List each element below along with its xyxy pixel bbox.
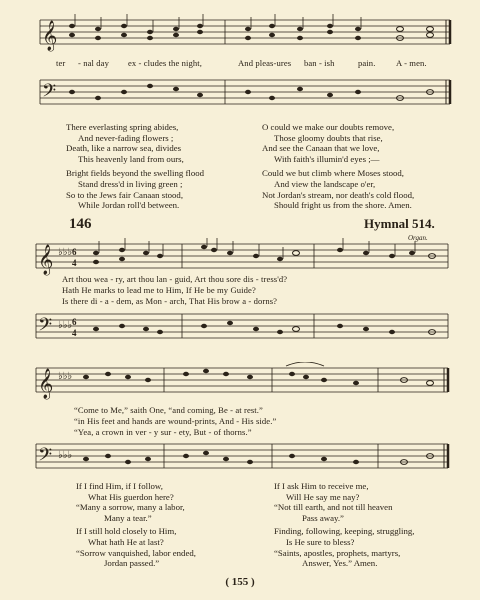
bottom-verses-left: If I find Him, if I follow, What His guerdon here? “Many a sorrow, many a labor, Many a tear.” If I still hold closely to Him, What hath He at last? “Sorrow vanquished, labor ended, Jordan passed.” bbox=[76, 481, 196, 569]
top-verses-left: There everlasting spring abides, And never-fading flowers ; Death, like a narrow sea, divides This heavenly land from ours, Bright fields beyond the swelling flood Stand dress'd in living green ; So to the Jews fair Canaan stood, While Jordan roll'd between. bbox=[66, 122, 205, 211]
system2-lyrics-verse1: “Come to Me,” saith One, “and coming, Be - at rest.” bbox=[74, 405, 263, 415]
svg-text:4: 4 bbox=[72, 328, 77, 338]
system1-lyrics-verse2: Hath He marks to lead me to Him, If He be my Guide? bbox=[62, 285, 256, 295]
top-bass-staff bbox=[0, 74, 480, 114]
system2-treble-staff bbox=[0, 362, 480, 402]
svg-text:𝄢: 𝄢 bbox=[38, 314, 53, 339]
svg-text:♭♭♭: ♭♭♭ bbox=[58, 371, 73, 382]
page-number: ( 155 ) bbox=[225, 576, 255, 588]
system2-lyrics-verse2: “in His feet and hands are wound-prints, And - His side.” bbox=[74, 416, 277, 426]
bottom-verses-right: If I ask Him to receive me, Will He say me nay? “Not till earth, and not till heaven Pass away.” Finding, following, keeping, struggling, Is He sure to bless? “Saints, apostles, prophets, martyrs, Answer, Yes.” Amen. bbox=[274, 481, 415, 569]
system1-lyrics-verse1: Art thou wea - ry, art thou lan - guid, Art thou sore dis - tress'd? bbox=[62, 274, 288, 284]
svg-text:𝄢: 𝄢 bbox=[38, 444, 53, 469]
svg-text:𝄢: 𝄢 bbox=[42, 80, 57, 105]
svg-text:𝄞: 𝄞 bbox=[38, 245, 54, 274]
top-treble-staff bbox=[0, 14, 480, 58]
svg-text:6: 6 bbox=[72, 247, 77, 257]
hymnal-page: 𝄞 ter - nal day ex - cludes the night, And pleas-ures ban - ish pain. A - men. 𝄢 There everlasting spring abides, And never-fading flowers ; Death, like a narrow sea, divides This heavenly land from ours, Bright fields beyond the swelling flood Stand dress'd in living green ; So to the Jews fair Canaan stood, While Jordan roll'd between. O could we make our doubts remove, Those gloomy doubts that rise, And see the Canaan that we love, With faith's illumin'd eyes ;— Could we but climb where Moses stood, And view the landscape o'er, Not Jordan's stream, nor death's cold flood, Should fright us from the shore. Amen. 146 Hymnal 514. Organ. 𝄞 ♭♭♭ 6 4 Art thou wea - ry, art thou lan - guid, Art thou sore dis - tress'd? Hath He marks to lead me to Him, If He be my Guide? Is there di - a - dem, as Mon - arch, That His brow a - dorns? 𝄢 ♭♭♭ 6 4 𝄞 ♭♭♭ “Come to Me,” saith One, “and coming, Be - at rest.” “in His feet and hands are wound-prints, And - His side.” “Yea, a crown in ver - y sur - ety, But - of thorns.” 𝄢 ♭♭♭ If I find Him, if I follow, What His guerdon here? “Many a sorrow, many a labor, Many a tear.” If I still hold closely to Him, What hath He at last? “Sorrow vanquished, labor ended, Jordan passed.” If I ask Him to receive me, Will He say me nay? “Not till earth, and not till heaven Pass away.” Finding, following, keeping, struggling, Is He sure to bless? “Saints, apostles, prophets, martyrs, Answer, Yes.” Amen. ( 155 ) bbox=[0, 0, 480, 600]
organ-label: Organ. bbox=[408, 234, 428, 242]
system1-lyrics-verse3: Is there di - a - dem, as Mon - arch, That His brow a - dorns? bbox=[62, 296, 278, 306]
svg-text:♭♭♭: ♭♭♭ bbox=[58, 320, 73, 331]
svg-text:𝄞: 𝄞 bbox=[38, 369, 54, 398]
system1-treble-staff bbox=[0, 238, 480, 278]
svg-text:♭♭♭: ♭♭♭ bbox=[58, 450, 73, 461]
svg-text:4: 4 bbox=[72, 258, 77, 268]
svg-text:6: 6 bbox=[72, 317, 77, 327]
system1-bass-staff bbox=[0, 308, 480, 348]
hymnal-reference: Hymnal 514. bbox=[364, 216, 435, 231]
svg-text:𝄞: 𝄞 bbox=[42, 21, 58, 50]
system2-lyrics-verse3: “Yea, a crown in ver - y sur - ety, But - of thorns.” bbox=[74, 427, 252, 437]
hymn-number: 146 bbox=[69, 216, 92, 232]
top-verses-right: O could we make our doubts remove, Those gloomy doubts that rise, And see the Canaan that we love, With faith's illumin'd eyes ;— Could we but climb where Moses stood, And view the landscape o'er, Not Jordan's stream, nor death's cold flood, Should fright us from the shore. Amen. bbox=[262, 122, 415, 211]
svg-text:♭♭♭: ♭♭♭ bbox=[58, 247, 73, 258]
system2-bass-staff bbox=[0, 438, 480, 478]
